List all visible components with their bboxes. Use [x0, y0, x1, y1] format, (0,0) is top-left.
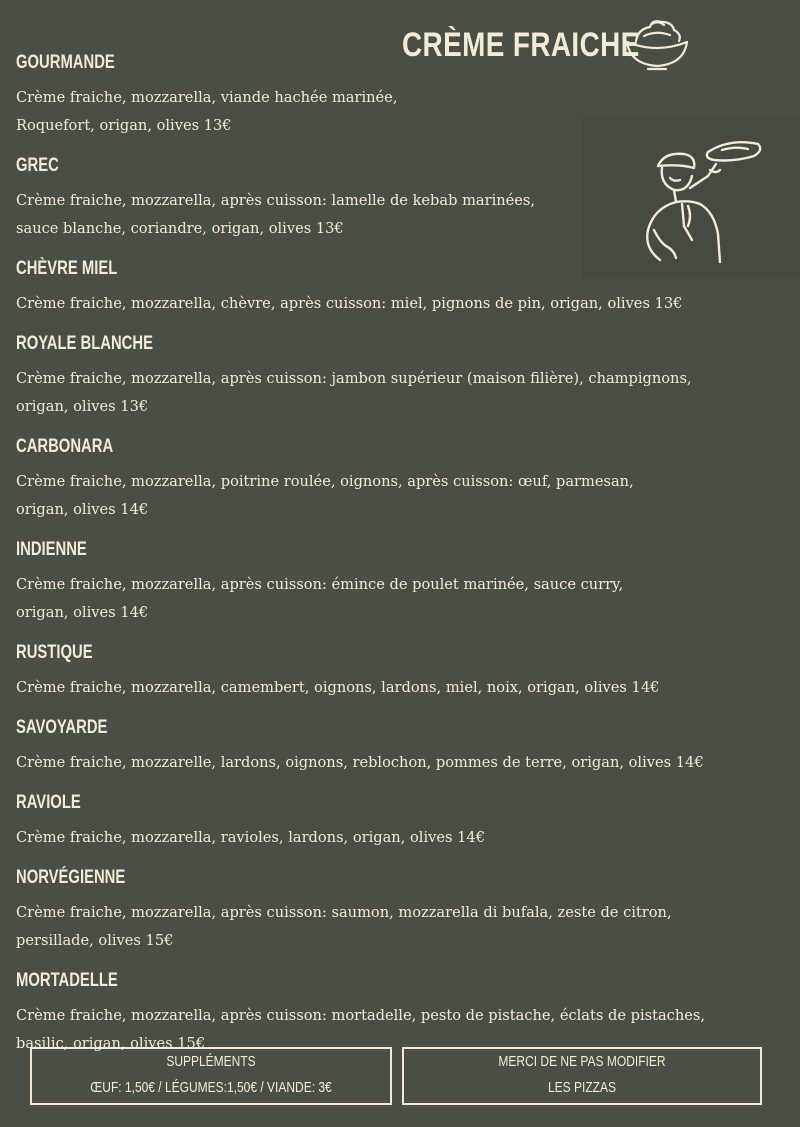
- item-description: Crème fraiche, mozzarelle, lardons, oignons, reblochon, pommes de terre, origan, olives 14€: [16, 754, 704, 771]
- menu-item-carbonara: [16, 434, 786, 524]
- menu-item-indienne: [16, 537, 786, 627]
- no-modification-notice-box: [402, 1047, 762, 1105]
- page-title: CRÈME FRAICHE: [402, 26, 640, 64]
- menu-item-norvegienne: [16, 865, 786, 955]
- item-name: NORVÉGIENNE: [16, 867, 126, 888]
- menu-item-grec: [16, 153, 786, 243]
- supplements-prices: ŒUF: 1,50€ / LÉGUMES:1,50€ / VIANDE: 3€: [90, 1079, 332, 1096]
- menu-item-rustique: [16, 640, 786, 702]
- menu-list: [16, 50, 786, 1071]
- item-name: ROYALE BLANCHE: [16, 333, 153, 354]
- item-description: Crème fraiche, mozzarella, après cuisson: mortadelle, pesto de pistache, éclats de pistaches, basilic, origan, olives 15€: [16, 1007, 706, 1052]
- item-name: RAVIOLE: [16, 792, 81, 813]
- item-name: GOURMANDE: [16, 52, 115, 73]
- item-description: Crème fraiche, mozzarella, après cuisson: lamelle de kebab marinées, sauce blanche, coriandre, origan, olives 13€: [16, 192, 536, 237]
- supplements-box: [30, 1047, 392, 1105]
- item-description: Crème fraiche, mozzarella, après cuisson: saumon, mozzarella di bufala, zeste de citron, persillade, olives 15€: [16, 904, 672, 949]
- item-name: INDIENNE: [16, 539, 87, 560]
- item-description: Crème fraiche, mozzarella, après cuisson: jambon supérieur (maison filière), champignons, origan, olives 13€: [16, 370, 692, 415]
- item-description: Crème fraiche, mozzarella, camembert, oignons, lardons, miel, noix, origan, olives 14€: [16, 679, 660, 696]
- item-name: MORTADELLE: [16, 970, 118, 991]
- notice-line-1: MERCI DE NE PAS MODIFIER: [498, 1053, 666, 1070]
- menu-item-raviole: [16, 790, 786, 852]
- notice-line-2: LES PIZZAS: [547, 1079, 617, 1096]
- menu-item-royale-blanche: [16, 331, 786, 421]
- menu-item-savoyarde: [16, 715, 786, 777]
- menu-item-chevre-miel: [16, 256, 786, 318]
- item-name: CARBONARA: [16, 436, 114, 457]
- item-description: Crème fraiche, mozzarella, viande hachée marinée, Roquefort, origan, olives 13€: [16, 89, 398, 134]
- item-description: Crème fraiche, mozzarella, après cuisson: émince de poulet marinée, sauce curry, origan, olives 14€: [16, 576, 624, 621]
- item-name: GREC: [16, 155, 59, 176]
- item-name: RUSTIQUE: [16, 642, 93, 663]
- item-name: CHÈVRE MIEL: [16, 258, 118, 279]
- menu-item-gourmande: [16, 50, 786, 140]
- item-description: Crème fraiche, mozzarella, poitrine roulée, oignons, après cuisson: œuf, parmesan, origan, olives 14€: [16, 473, 634, 518]
- item-description: Crème fraiche, mozzarella, ravioles, lardons, origan, olives 14€: [16, 829, 485, 846]
- supplements-title: SUPPLÉMENTS: [166, 1053, 256, 1070]
- item-description: Crème fraiche, mozzarella, chèvre, après cuisson: miel, pignons de pin, origan, olives 13€: [16, 295, 683, 312]
- menu-item-mortadelle: [16, 968, 786, 1058]
- item-name: SAVOYARDE: [16, 717, 108, 738]
